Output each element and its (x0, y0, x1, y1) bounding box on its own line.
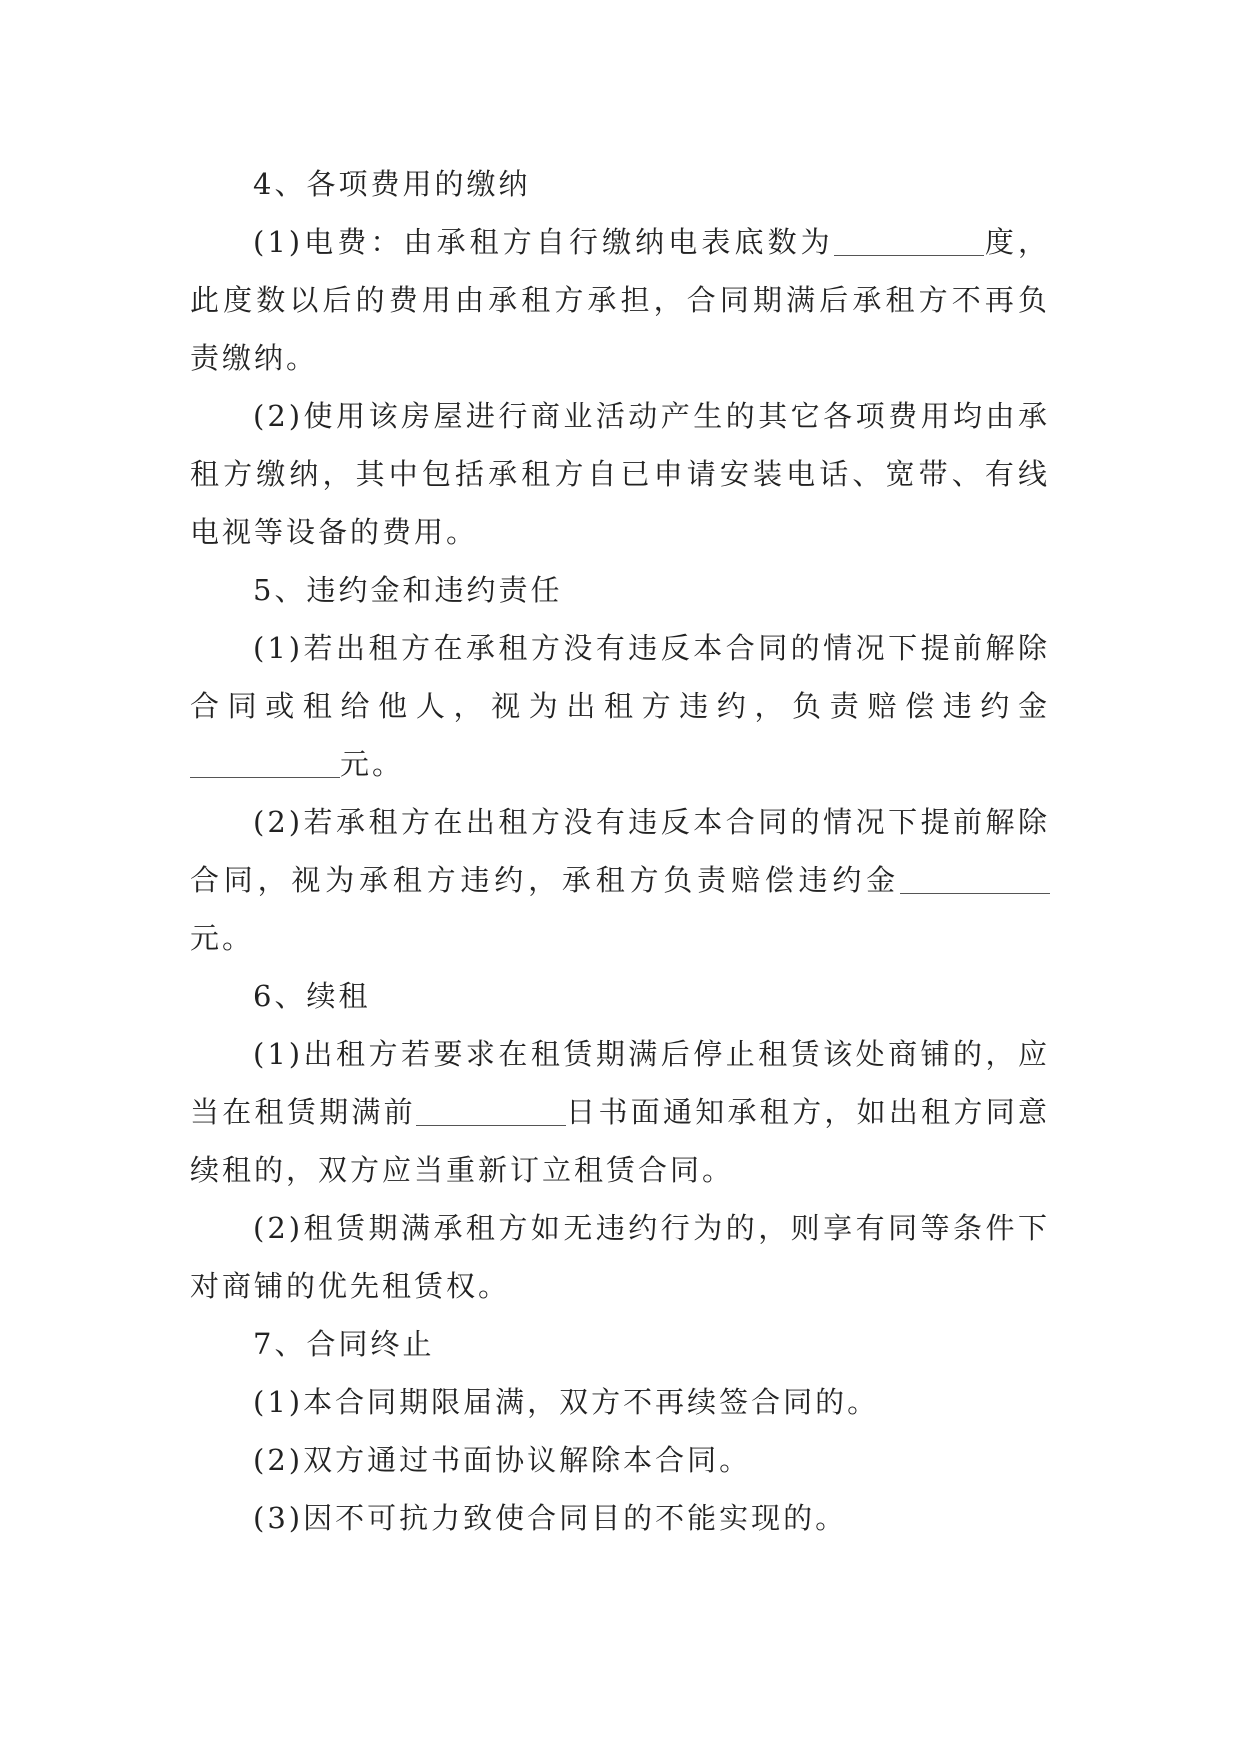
section-4-heading: 4、各项费用的缴纳 (253, 167, 531, 201)
section-6-heading: 6、续租 (253, 979, 371, 1013)
lessor-penalty-blank (190, 747, 340, 778)
document-body (190, 155, 1050, 1547)
lessee-penalty-blank (900, 863, 1050, 894)
section-5-item-1 (190, 619, 1050, 793)
section-4-item-1 (190, 213, 1050, 387)
section-6-item-2: (2)租赁期满承租方如无违约行为的，则享有同等条件下对商铺的优先租赁权。 (190, 1211, 1050, 1303)
section-6-item-1-text-a: (1)出租方若要求在租赁期满后停止租赁该处商铺的，应当在租赁期满前 (190, 1037, 1050, 1129)
section-7-item-3: (3)因不可抗力致使合同目的不能实现的。 (253, 1501, 848, 1535)
section-5-heading: 5、违约金和违约责任 (253, 573, 563, 607)
section-4-item-1-text-b: 度，此度数以后的费用由承租方承担，合同期满后承租方不再负责缴纳。 (190, 225, 1050, 375)
section-6-item-1 (190, 1025, 1050, 1199)
section-5-item-1-text-b: 元。 (340, 747, 405, 781)
section-5-item-2-text-b: 元。 (190, 921, 255, 955)
notice-days-blank (416, 1095, 566, 1126)
section-5-item-2-text-a: (2)若承租方在出租方没有违反本合同的情况下提前解除合同，视为承租方违约，承租方负责赔偿违约金 (190, 805, 1050, 897)
section-4-item-1-text-a: (1)电费：由承租方自行缴纳电表底数为 (253, 225, 834, 259)
section-6-item-1-text-b: 日书面通知承租方，如出租方同意续租的，双方应当重新订立租赁合同。 (190, 1095, 1050, 1187)
section-7-item-2: (2)双方通过书面协议解除本合同。 (253, 1443, 752, 1477)
meter-reading-blank (834, 225, 984, 256)
section-7-item-1: (1)本合同期限届满，双方不再续签合同的。 (253, 1385, 880, 1419)
section-4-item-2: (2)使用该房屋进行商业活动产生的其它各项费用均由承租方缴纳，其中包括承租方自已申请安装电话、宽带、有线电视等设备的费用。 (190, 399, 1050, 549)
section-5-item-2 (190, 793, 1050, 967)
section-7-heading: 7、合同终止 (253, 1327, 435, 1361)
section-5-item-1-text-a: (1)若出租方在承租方没有违反本合同的情况下提前解除合同或租给他人，视为出租方违约，负责赔偿违约金 (190, 631, 1050, 723)
